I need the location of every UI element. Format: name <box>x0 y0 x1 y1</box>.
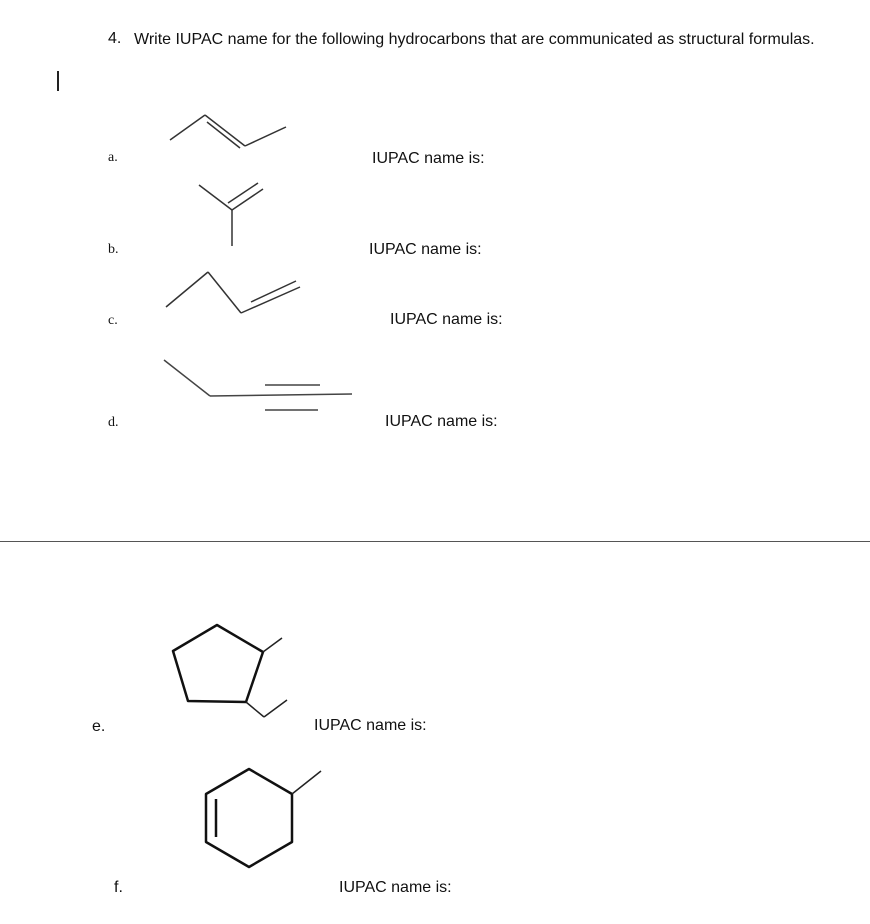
item-d-answer-label: IUPAC name is: <box>385 413 498 430</box>
item-b-answer-label: IUPAC name is: <box>369 241 482 258</box>
question-text: Write IUPAC name for the following hydrocarbons that are communicated as structural formulas. <box>134 31 815 48</box>
item-b-letter: b. <box>108 242 119 257</box>
substituent-f <box>292 771 321 794</box>
item-f-answer-label: IUPAC name is: <box>339 879 452 896</box>
question-number: 4. <box>108 30 122 47</box>
item-a-answer-label: IUPAC name is: <box>372 150 485 167</box>
ring-f <box>206 769 292 867</box>
item-a-letter: a. <box>108 150 118 165</box>
item-d-letter: d. <box>108 415 119 430</box>
item-f-letter: f. <box>114 879 123 896</box>
item-e-letter: e. <box>92 718 106 735</box>
item-c-answer-label: IUPAC name is: <box>390 311 503 328</box>
item-c-letter: c. <box>108 313 118 328</box>
item-e-answer-label: IUPAC name is: <box>314 717 427 734</box>
